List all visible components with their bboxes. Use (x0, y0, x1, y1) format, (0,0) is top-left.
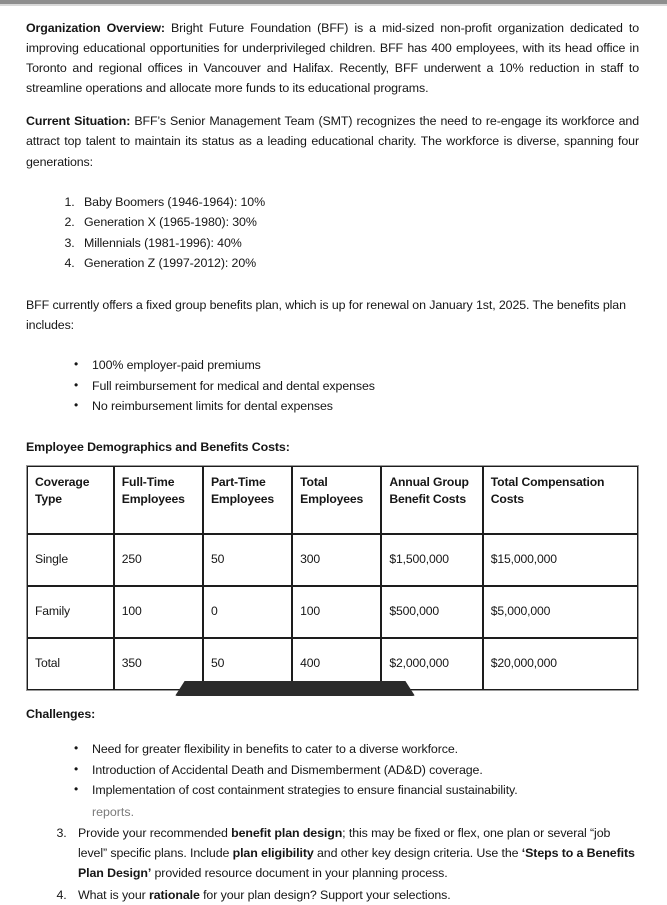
table-header-total-employees: Total Employees (292, 466, 381, 534)
organization-overview-paragraph (26, 18, 639, 98)
document-content (0, 6, 667, 454)
cell-full-time: 100 (114, 586, 203, 638)
list-item: • Need for greater flexibility in benefits to cater to a diverse workforce. (74, 740, 639, 760)
organization-overview-label: Organization Overview: (26, 21, 165, 35)
list-item: 3. Millennials (1981-1996): 40% (78, 234, 639, 254)
spacer (26, 691, 639, 707)
list-item: • Full reimbursement for medical and dental expenses (74, 377, 639, 397)
table-heading: Employee Demographics and Benefits Costs: (26, 440, 290, 454)
table-head (27, 466, 638, 534)
cell-total-compensation-costs: $20,000,000 (483, 638, 638, 690)
cell-total-compensation-costs: $5,000,000 (483, 586, 638, 638)
table-row (27, 534, 638, 586)
table-header-part-time: Part-Time Employees (203, 466, 292, 534)
clipped-text-fragment-text: reports. (92, 804, 135, 819)
list-item (70, 885, 639, 905)
table-header-full-time: Full-Time Employees (114, 466, 203, 534)
cell-annual-group-benefit-costs: $2,000,000 (381, 638, 482, 690)
list-item: • 100% employer-paid premiums (74, 356, 639, 376)
list-item: • Implementation of cost containment strategies to ensure financial sustainability. (74, 781, 639, 801)
organization-overview-text: Bright Future Foundation (BFF) is a mid-sized non-profit organization dedicated to improving educational opportunities for underprivileged children. BFF has 400 employees, with its head office in Toronto and regional offices in Vancouver and Halifax. Recently, BFF underwent a 10% reduction in staff to streamline operations and allocate more funds to its educational programs. (26, 21, 639, 96)
employee-demographics-table (26, 465, 639, 691)
cell-total-compensation-costs: $15,000,000 (483, 534, 638, 586)
current-situation-label: Current Situation: (26, 114, 131, 129)
spacer (26, 287, 639, 295)
current-situation-paragraph (26, 111, 639, 171)
current-situation-text: BFF’s Senior Management Team (SMT) recognizes the need to re-engage its workforce and attract top talent to maintain its status as a leading educational charity. The workforce is diverse, spanning four generations: (26, 114, 639, 169)
cell-annual-group-benefit-costs: $1,500,000 (381, 534, 482, 586)
spacer (26, 348, 639, 356)
spacer (26, 732, 639, 740)
list-item (70, 823, 639, 883)
table-row (27, 638, 638, 690)
questions-list (26, 823, 639, 905)
document-page (0, 6, 667, 903)
cell-annual-group-benefit-costs: $500,000 (381, 586, 482, 638)
list-item: 2. Generation X (1965-1980): 30% (78, 213, 639, 233)
cell-part-time: 50 (203, 534, 292, 586)
question-4-text: What is your rationale for your plan design? Support your selections. (78, 888, 451, 903)
table-header-total-compensation-costs: Total Compensation Costs (483, 466, 638, 534)
plan-includes-list (26, 356, 639, 417)
cell-total-employees: 100 (292, 586, 381, 638)
list-item: • Introduction of Accidental Death and Dismemberment (AD&D) coverage. (74, 761, 639, 781)
question-3-text: Provide your recommended benefit plan design; this may be fixed or flex, one plan or several “job level” specific plans. Include plan eligibility and other key design criteria. Use the ‘Steps to a Benefits Plan Design’ provided resource document in your planning process. (78, 825, 635, 880)
challenges-heading: Challenges: (26, 707, 96, 721)
challenges-list (26, 740, 639, 801)
cell-full-time: 350 (114, 638, 203, 690)
list-item: 1. Baby Boomers (1946-1964): 10% (78, 193, 639, 213)
spacer (26, 430, 639, 440)
cell-full-time: 250 (114, 534, 203, 586)
table-body (27, 534, 638, 690)
spacer (26, 185, 639, 193)
table-header-annual-group-benefit-costs: Annual Group Benefit Costs (381, 466, 482, 534)
cell-coverage-type: Family (27, 586, 114, 638)
cell-total-employees: 300 (292, 534, 381, 586)
cell-coverage-type: Single (27, 534, 114, 586)
cell-part-time: 50 (203, 638, 292, 690)
cell-total-employees: 400 (292, 638, 381, 690)
renewal-note-paragraph: BFF currently offers a fixed group benefits plan, which is up for renewal on January 1st, 2025. The benefits plan includes: (26, 298, 626, 333)
cell-coverage-type: Total (27, 638, 114, 690)
generations-list (26, 193, 639, 274)
lower-content (0, 691, 667, 905)
table-row (27, 586, 638, 638)
list-item: • No reimbursement limits for dental expenses (74, 397, 639, 417)
cell-part-time: 0 (203, 586, 292, 638)
list-item: 4. Generation Z (1997-2012): 20% (78, 254, 639, 274)
table-header-row (27, 466, 638, 534)
table-header-coverage-type: Coverage Type (27, 466, 114, 534)
clipped-text-fragment (26, 804, 639, 823)
demographics-table-wrapper (0, 465, 667, 691)
